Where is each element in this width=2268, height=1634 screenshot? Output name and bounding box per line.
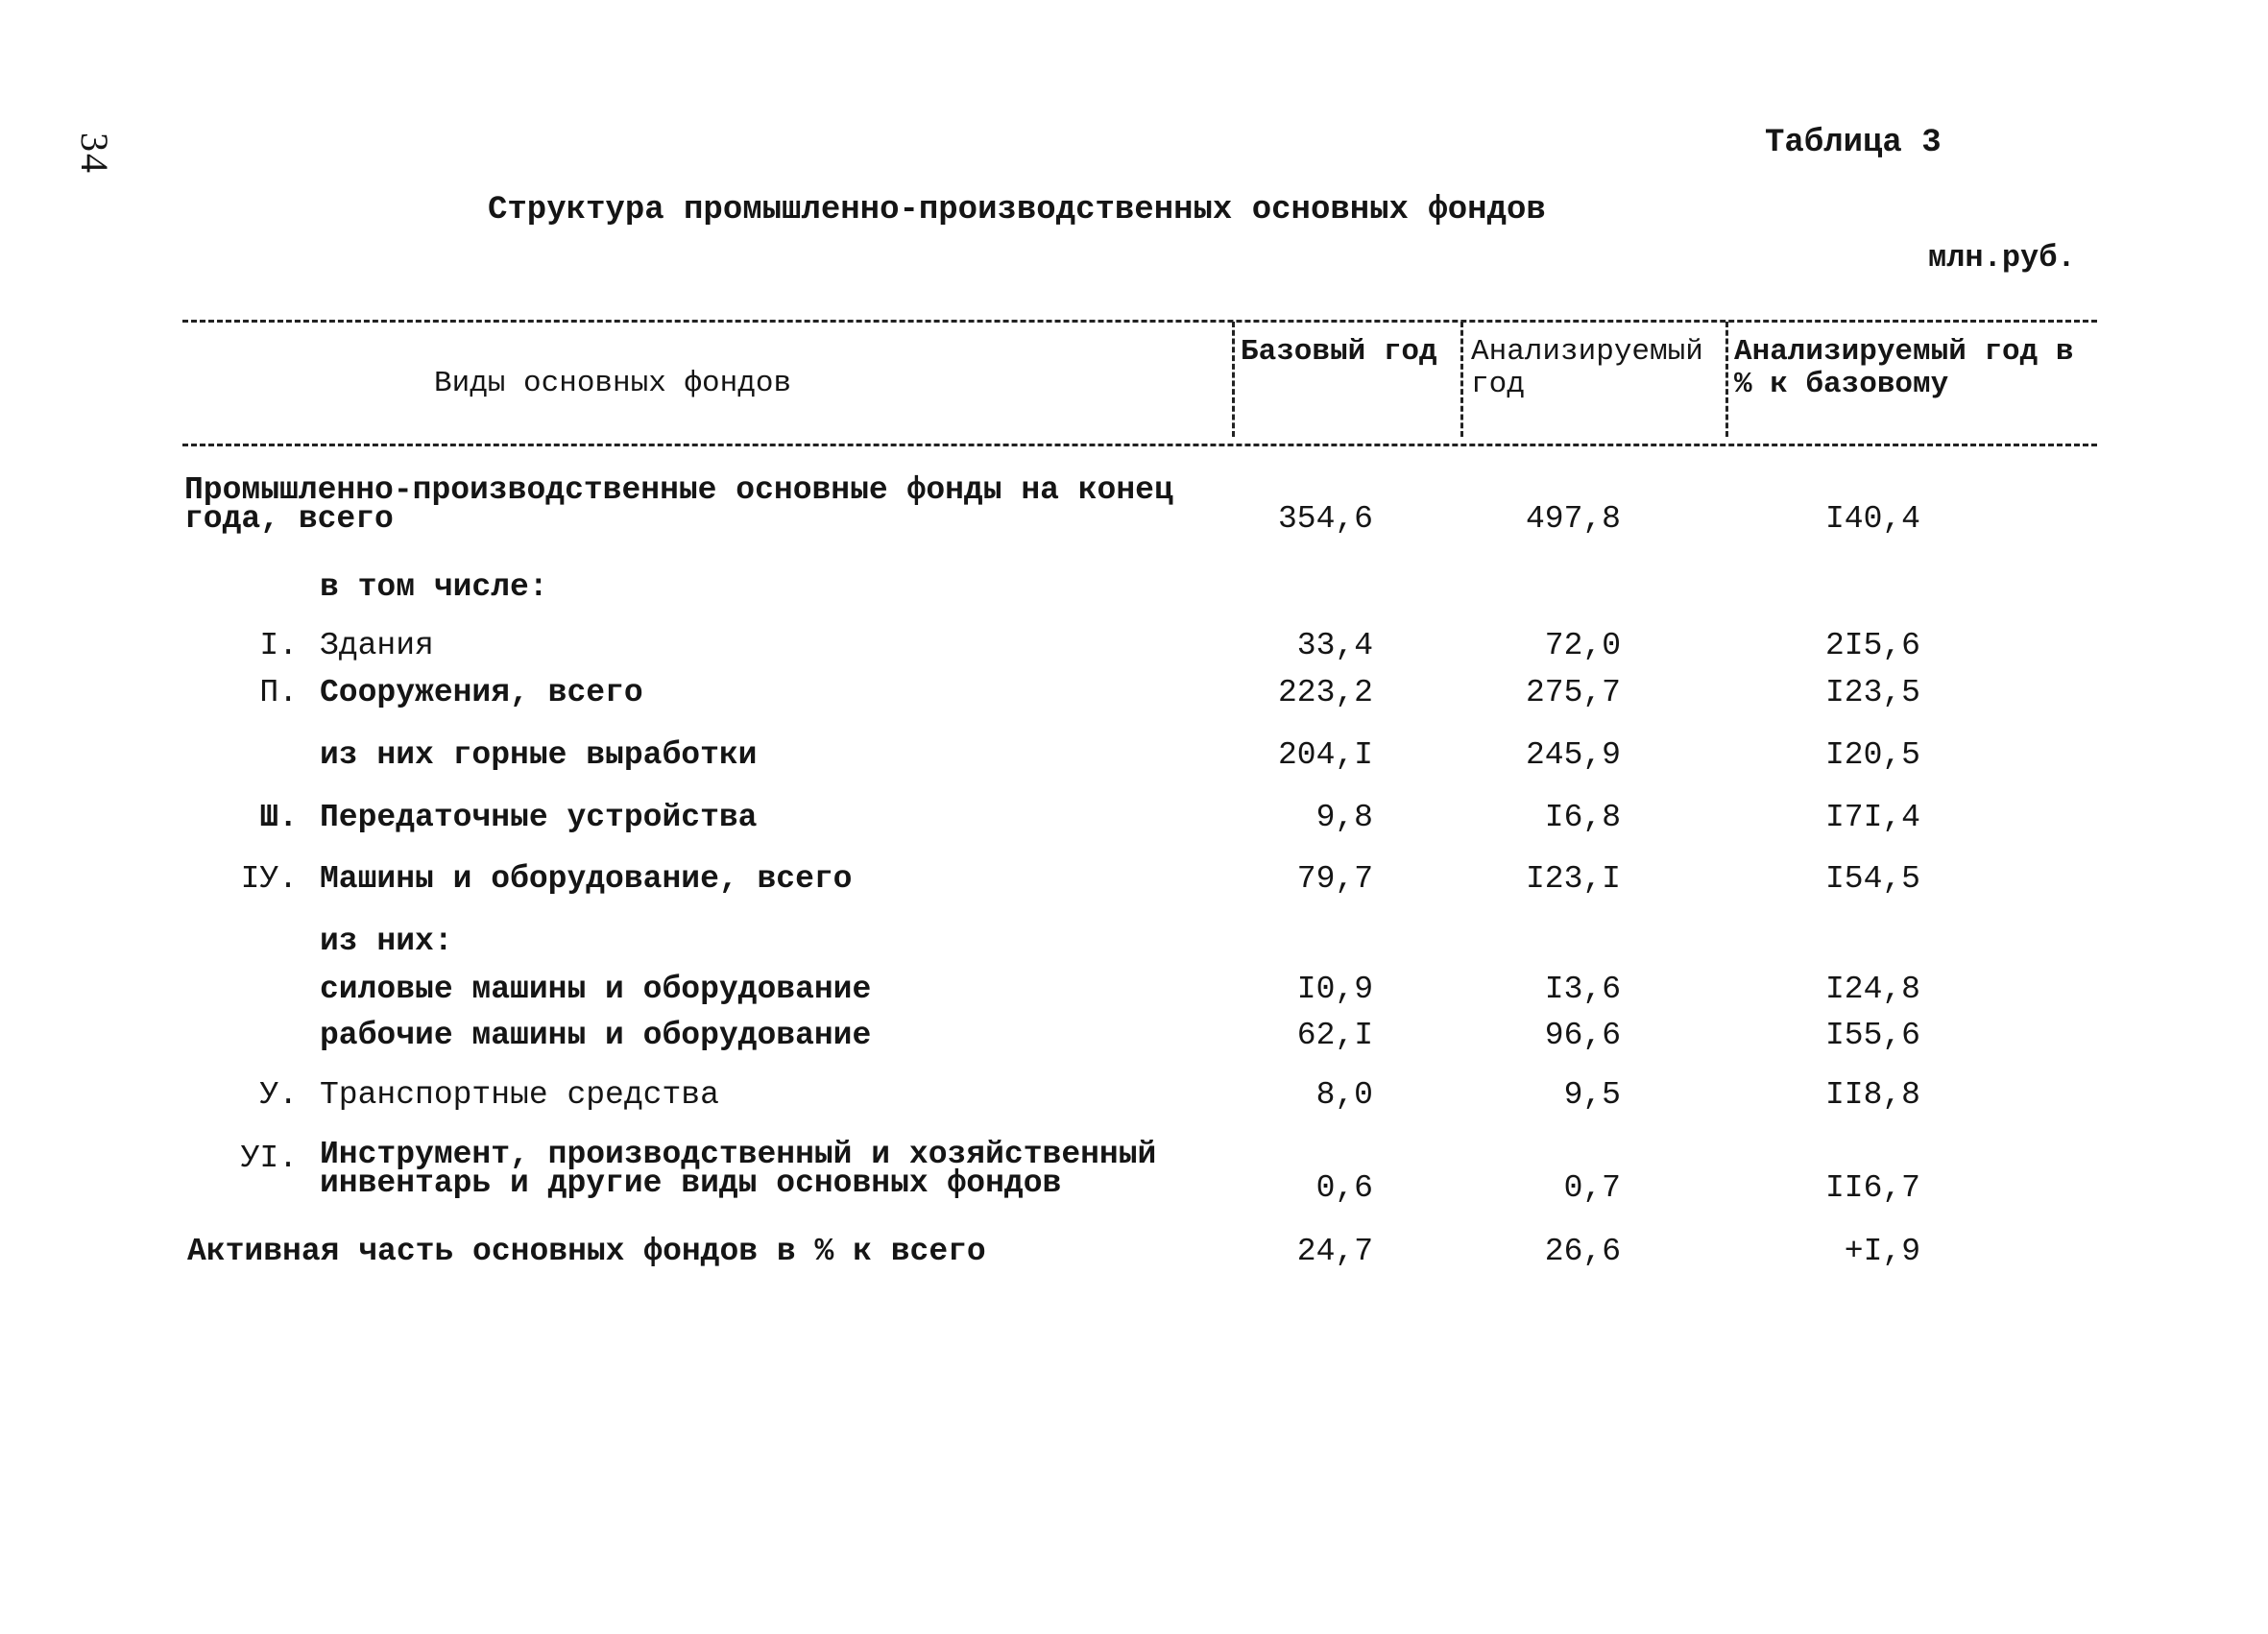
analyzed-value: I6,8	[1544, 800, 1621, 835]
row-label: Сооружения, всего	[320, 675, 643, 710]
analyzed-value: 245,9	[1525, 737, 1621, 773]
base-value: 33,4	[1296, 628, 1373, 663]
table-row	[0, 737, 2268, 776]
table-row	[0, 1018, 2268, 1056]
table-label: Таблица 3	[1765, 125, 1942, 161]
analyzed-value: 275,7	[1525, 675, 1621, 710]
analyzed-value: 9,5	[1563, 1077, 1621, 1113]
base-value: 204,I	[1277, 737, 1373, 773]
table-row	[0, 569, 2268, 608]
base-value: 223,2	[1277, 675, 1373, 710]
row-label: Транспортные средства	[320, 1077, 719, 1113]
row-number: Ш.	[259, 800, 298, 835]
percent-value: I24,8	[1824, 972, 1920, 1007]
column-divider	[1232, 322, 1235, 437]
percent-value: I55,6	[1824, 1018, 1920, 1053]
table-row	[0, 972, 2268, 1010]
header-bottom-rule	[182, 444, 2097, 446]
table-row	[0, 472, 2268, 537]
base-value: 62,I	[1296, 1018, 1373, 1053]
percent-value: II8,8	[1824, 1077, 1920, 1113]
base-value: 9,8	[1315, 800, 1373, 835]
percent-value: +I,9	[1844, 1234, 1920, 1269]
base-value: 8,0	[1315, 1077, 1373, 1113]
analyzed-value: 497,8	[1525, 501, 1621, 537]
base-value: I0,9	[1296, 972, 1373, 1007]
row-number: П.	[259, 675, 298, 710]
units-label: млн.руб.	[1928, 240, 2076, 276]
table-row	[0, 628, 2268, 666]
percent-value: 2I5,6	[1824, 628, 1920, 663]
analyzed-value: 96,6	[1544, 1018, 1621, 1053]
row-label: в том числе:	[320, 569, 548, 605]
base-value: 0,6	[1315, 1170, 1373, 1206]
percent-value: I40,4	[1824, 501, 1920, 537]
column-divider	[1460, 322, 1463, 437]
header-base-year: Базовый год	[1241, 335, 1437, 369]
base-value: 79,7	[1296, 861, 1373, 897]
row-label: Машины и оборудование, всего	[320, 861, 853, 897]
page-number: 34	[73, 132, 116, 175]
column-divider	[1725, 322, 1728, 437]
percent-value: I54,5	[1824, 861, 1920, 897]
percent-value: I20,5	[1824, 737, 1920, 773]
row-label: Промышленно-производственные основные фонды на конец года, всего	[184, 472, 1173, 537]
base-value: 354,6	[1277, 501, 1373, 537]
table-title: Структура промышленно-производственных основных фондов	[488, 192, 1546, 228]
analyzed-value: 72,0	[1544, 628, 1621, 663]
analyzed-value: 26,6	[1544, 1234, 1621, 1269]
table-row	[0, 924, 2268, 962]
row-label: из них горные выработки	[320, 737, 758, 773]
row-label: Инструмент, производственный и хозяйственный инвентарь и другие виды основных фондов	[320, 1137, 1157, 1201]
header-analyzed-year: Анализируемый год	[1471, 335, 1703, 401]
table-row	[0, 800, 2268, 838]
row-label: рабочие машины и оборудование	[320, 1018, 872, 1053]
table-row	[0, 675, 2268, 713]
analyzed-value: I23,I	[1525, 861, 1621, 897]
header-percent: Анализируемый год в % к базовому	[1734, 335, 2074, 401]
table-row	[0, 1234, 2268, 1272]
row-number: У.	[259, 1077, 298, 1113]
analyzed-value: I3,6	[1544, 972, 1621, 1007]
table-row	[0, 861, 2268, 900]
analyzed-value: 0,7	[1563, 1170, 1621, 1206]
header-top-rule	[182, 320, 2097, 323]
percent-value: I23,5	[1824, 675, 1920, 710]
row-label: из них:	[320, 924, 453, 959]
header-types: Виды основных фондов	[434, 367, 792, 400]
row-number: IУ.	[240, 861, 298, 897]
row-number: I.	[259, 628, 298, 663]
row-number: УI.	[240, 1141, 298, 1176]
table-row	[0, 1077, 2268, 1116]
percent-value: I7I,4	[1824, 800, 1920, 835]
base-value: 24,7	[1296, 1234, 1373, 1269]
row-label: Активная часть основных фондов в % к всего	[187, 1234, 986, 1269]
row-label: Передаточные устройства	[320, 800, 758, 835]
row-label: Здания	[320, 628, 434, 663]
percent-value: II6,7	[1824, 1170, 1920, 1206]
row-label: силовые машины и оборудование	[320, 972, 872, 1007]
table-row	[0, 1137, 2268, 1206]
